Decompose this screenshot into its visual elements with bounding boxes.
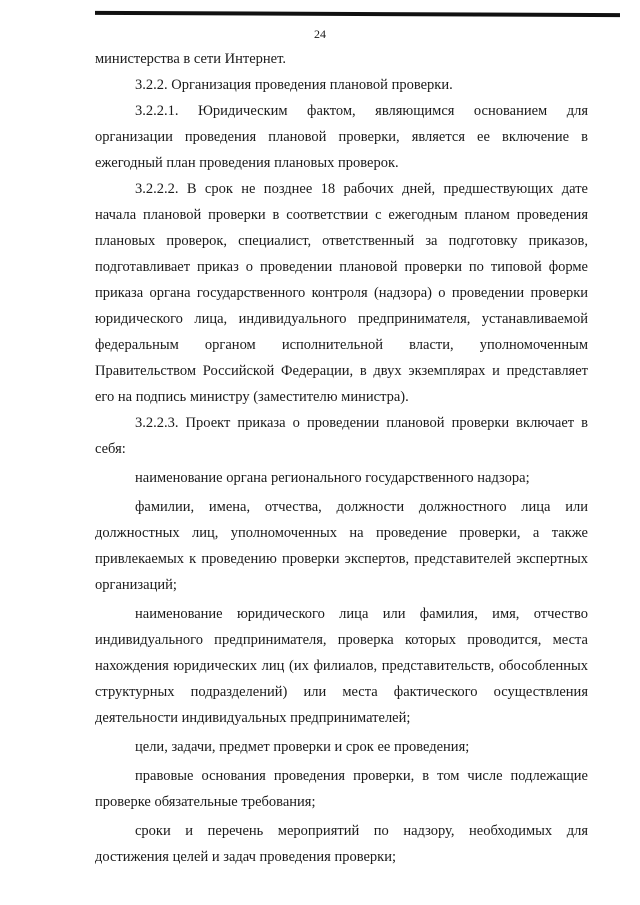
list-item-goals: цели, задачи, предмет проверки и срок ее проведения; <box>135 739 470 755</box>
document-body <box>95 46 588 870</box>
list-item-authority-name: наименование органа регионального государственного надзора; <box>135 470 530 486</box>
list-item-officials: фамилии, имена, отчества, должности должностного лица или должностных лиц, уполномоченных на проведение проверки, а также привлекаемых к проведению проверки экспертов, представителей экспертных организаций; <box>95 499 588 593</box>
paragraph-order-contents: 3.2.2.3. Проект приказа о проведении плановой проверки включает в себя: <box>95 415 588 457</box>
list-item-deadlines: сроки и перечень мероприятий по надзору, необходимых для достижения целей и задач проведения проверки; <box>95 823 588 865</box>
paragraph-legal-fact: 3.2.2.1. Юридическим фактом, являющимся основанием для организации проведения плановой проверки, является ее включение в ежегодный план проведения плановых проверок. <box>95 103 588 171</box>
list-item-entity-name: наименование юридического лица или фамилия, имя, отчество индивидуального предпринимателя, проверка которых проводится, места нахождения юридических лиц (их филиалов, представительств, обособленных структурных подразделений) или места фактического осуществления деятельности индивидуальных предпринимателей; <box>95 606 588 726</box>
paragraph-continuation: министерства в сети Интернет. <box>95 51 286 67</box>
header-rule <box>95 11 620 17</box>
paragraph-section-heading: 3.2.2. Организация проведения плановой проверки. <box>135 77 453 93</box>
paragraph-order-preparation: 3.2.2.2. В срок не позднее 18 рабочих дней, предшествующих дате начала плановой проверки в соответствии с ежегодным планом проведения плановых проверок, специалист, ответственный за подготовку приказов, подготавливает приказ о проведении плановой проверки по типовой форме приказа органа государственного контроля (надзора) о проведении проверки юридического лица, индивидуального предпринимателя, устанавливаемой федеральным органом исполнительной власти, уполномоченным Правительством Российской Федерации, в двух экземплярах и представляет его на подпись министру (заместителю министра). <box>95 181 588 405</box>
list-item-legal-basis: правовые основания проведения проверки, в том числе подлежащие проверке обязательные требования; <box>95 768 588 810</box>
page-number: 24 <box>314 27 326 41</box>
